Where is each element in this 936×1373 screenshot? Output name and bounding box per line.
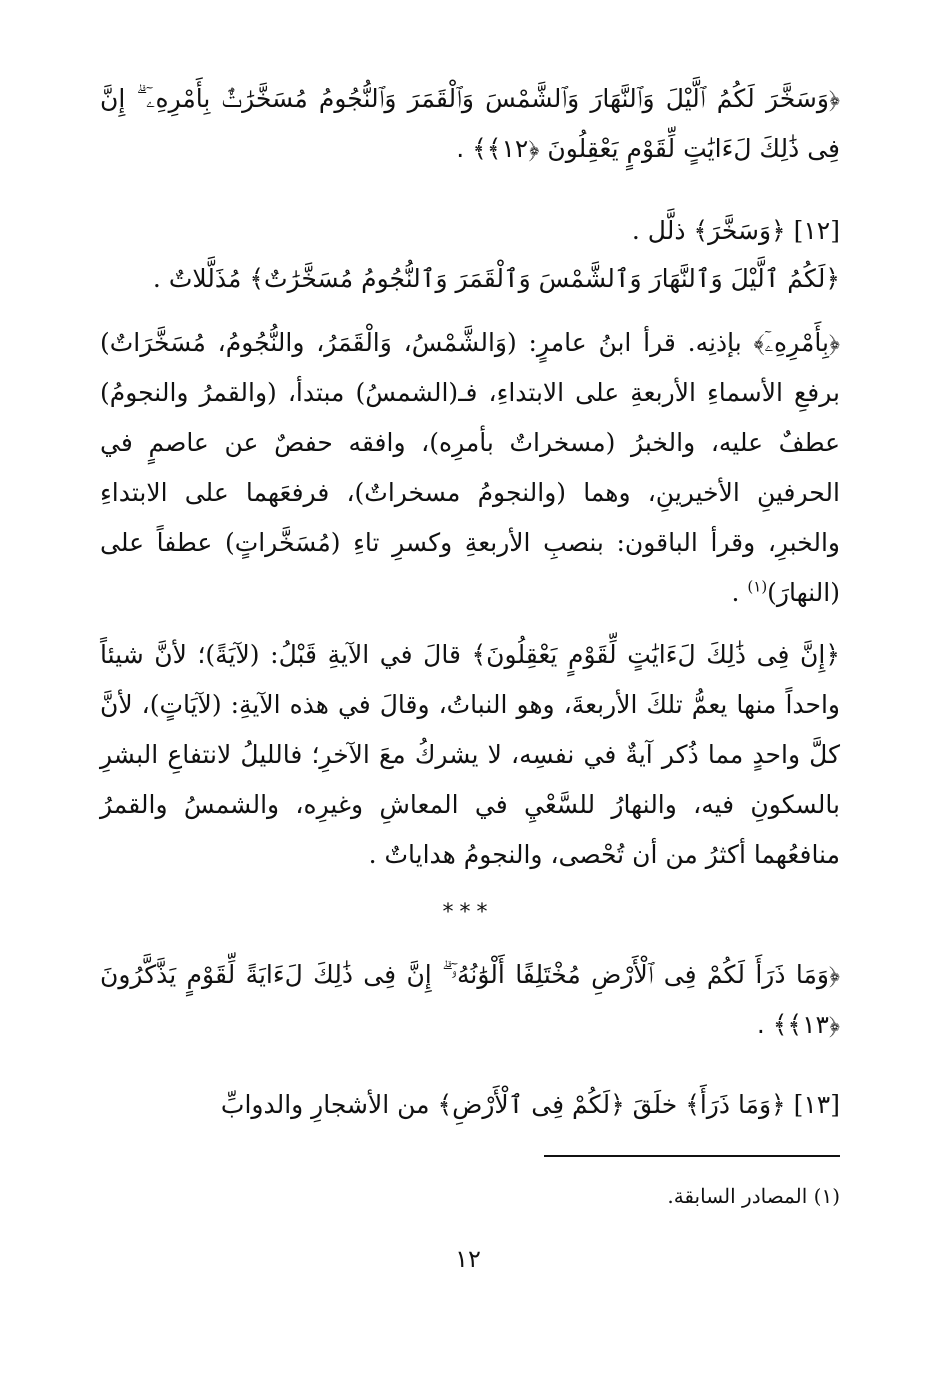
verse-13-text: ﴿وَمَا ذَرَأَ لَكُمْ فِى ٱلْأَرْضِ مُخْتَلِفًا أَلْوَٰنُهُۥٓ ۗ إِنَّ فِى ذَٰلِكَ لَءَايَةً لِّقَوْمٍ يَذَّكَّرُونَ ﴿١٣﴾﴾ .: [100, 960, 840, 1039]
verse-12-text: ﴿وَسَخَّرَ لَكُمُ ٱلَّيْلَ وَٱلنَّهَارَ وَٱلشَّمْسَ وَٱلْقَمَرَ وَٱلنُّجُومُ مُسَخَّرَٰتٌۢ بِأَمْرِهِۦٓ ۗ إِنَّ فِى ذَٰلِكَ لَءَايَٰتٍ لِّقَوْمٍ يَعْقِلُونَ ﴿١٢﴾﴾ .: [100, 84, 840, 163]
gloss-12-sakhkhara: [100, 206, 840, 256]
gloss-13-text: [١٣] ﴿وَمَا ذَرَأَ﴾ خلَقَ ﴿لَكُمْ فِى ٱلْأَرْضِ﴾ من الأشجارِ والدوابِّ: [220, 1090, 840, 1119]
paragraph-bi-amrihi: [100, 318, 840, 618]
paragraph-bi-amrihi-end: .: [731, 578, 748, 607]
page-number: ١٢: [455, 1245, 481, 1273]
footnote: (١) المصادر السابقة.: [667, 1184, 840, 1208]
gloss-13: [100, 1080, 840, 1130]
footnote-divider: [544, 1155, 840, 1157]
footnote-ref: (١): [747, 577, 768, 596]
paragraph-la-ayat-text: ﴿إِنَّ فِى ذَٰلِكَ لَءَايَٰتٍ لِّقَوْمٍ يَعْقِلُونَ﴾ قالَ في الآيةِ قَبْلُ: (لآيَةً)؛ لأنَّ شيئاً واحداً منها يعمُّ تلكَ الأربعةَ، وهو النباتُ، وقالَ في هذه الآيةِ: (لآيَاتٍ)، لأنَّ كلَّ واحدٍ مما ذُكر آيةٌ في نفسِه، لا يشركُ معَ الآخرِ؛ فالليلُ لانتفاعِ البشرِ بالسكونِ فيه، والنهارُ للسَّعْيِ في المعاشِ وغيرِه، والشمسُ والقمرُ منافعُهما أكثرُ من أن تُحْصى، والنجومُ هداياتٌ .: [100, 640, 840, 869]
gloss-12a-text: [١٢] ﴿وَسَخَّرَ﴾ ذلَّل .: [631, 216, 840, 245]
verse-12: [100, 74, 840, 174]
verse-13: [100, 950, 840, 1050]
paragraph-la-ayat: [100, 630, 840, 880]
gloss-12b-text: ﴿لَكُمُ ٱلَّيْلَ وَٱلنَّهَارَ وَٱلشَّمْسَ وَٱلْقَمَرَ وَٱلنُّجُومُ مُسَخَّرَٰتٌ﴾ مُذَلَّلاتٌ .: [152, 264, 840, 293]
section-separator: ***: [442, 900, 494, 925]
paragraph-bi-amrihi-text: ﴿بِأَمْرِهِۦٓ﴾ بإذنِه. قرأ ابنُ عامرٍ: (وَالشَّمْسُ، وَالْقَمَرُ، والنُّجُومُ، مُسَخَّرَاتٌ) برفعِ الأسماءِ الأربعةِ على الابتداءِ، فـ(الشمسُ) مبتدأ، (والقمرُ والنجومُ) عطفٌ عليه، والخبرُ (مسخراتٌ بأمرِه)، وافقه حفصٌ عن عاصمٍ في الحرفينِ الأخيرينِ، وهما (والنجومُ مسخراتٌ)، فرفعَهما على الابتداءِ والخبرِ، وقرأ الباقون: بنصبِ الأربعةِ وكسرِ تاءِ (مُسَخَّراتٍ) عطفاً على (النهارَ): [100, 328, 840, 607]
gloss-12-lakum: [100, 254, 840, 304]
